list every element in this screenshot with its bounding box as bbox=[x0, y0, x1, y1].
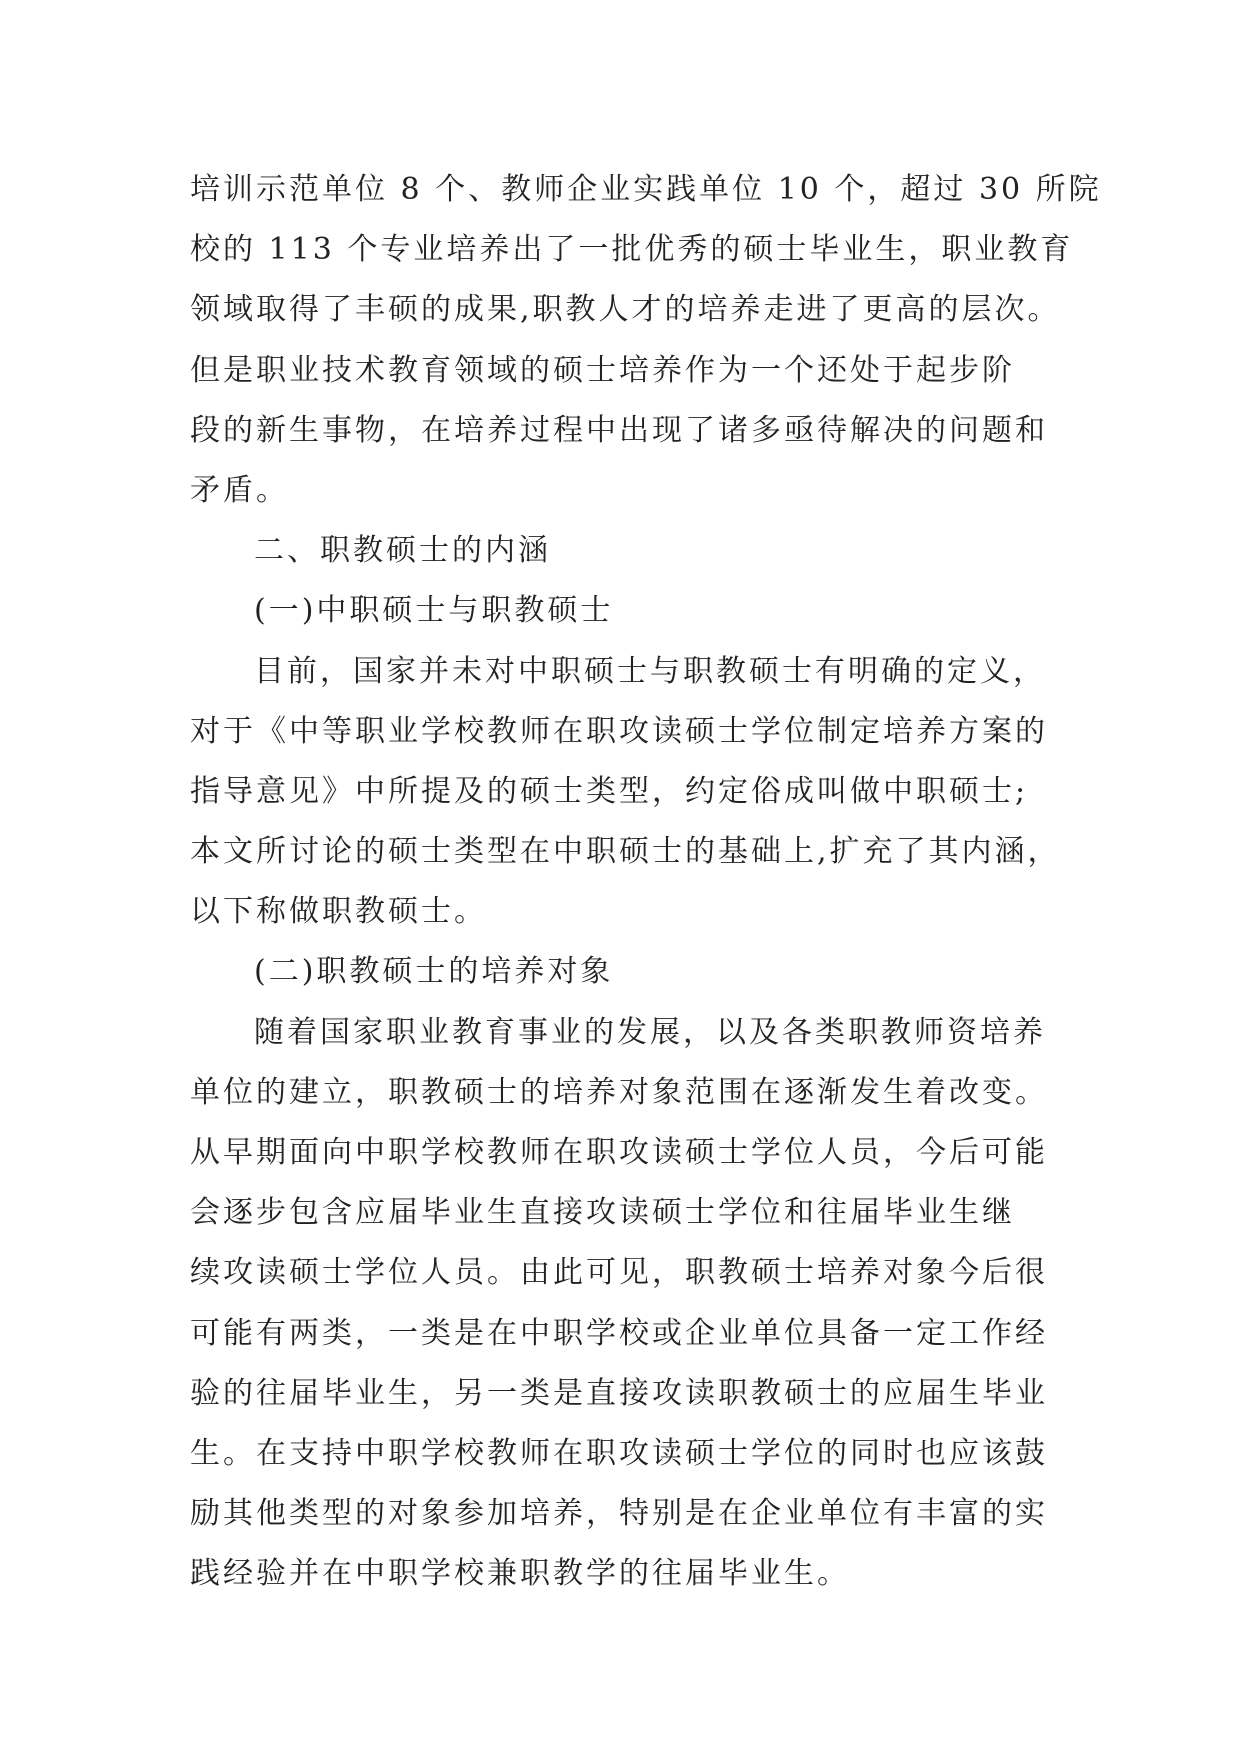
text-line: 会逐步包含应届毕业生直接攻读硕士学位和往届毕业生继 bbox=[190, 1195, 1015, 1231]
text-line: (二)职教硕士的培养对象 bbox=[254, 954, 614, 990]
body-text bbox=[190, 160, 1102, 1605]
text-line: 单位的建立，职教硕士的培养对象范围在逐渐发生着改变。 bbox=[190, 1074, 1048, 1110]
text-line: 生。在支持中职学校教师在职攻读硕士学位的同时也应该鼓 bbox=[190, 1435, 1048, 1471]
text-line: 可能有两类，一类是在中职学校或企业单位具备一定工作经 bbox=[190, 1315, 1048, 1351]
text-line: 续攻读硕士学位人员。由此可见，职教硕士培养对象今后很 bbox=[190, 1255, 1048, 1291]
text-line: 励其他类型的对象参加培养，特别是在企业单位有丰富的实 bbox=[190, 1496, 1048, 1532]
text-line: 验的往届毕业生，另一类是直接攻读职教硕士的应届生毕业 bbox=[190, 1375, 1048, 1411]
text-line: 但是职业技术教育领域的硕士培养作为一个还处于起步阶 bbox=[190, 352, 1015, 388]
text-line: 以下称做职教硕士。 bbox=[190, 894, 487, 930]
text-line: 本文所讨论的硕士类型在中职硕士的基础上,扩充了其内涵， bbox=[190, 834, 1061, 870]
text-line: 指导意见》中所提及的硕士类型，约定俗成叫做中职硕士; bbox=[190, 773, 1029, 809]
text-line: 二、职教硕士的内涵 bbox=[254, 533, 551, 569]
text-line: 校的 113 个专业培养出了一批优秀的硕士毕业生，职业教育 bbox=[190, 232, 1074, 268]
text-line: 领域取得了丰硕的成果,职教人才的培养走进了更高的层次。 bbox=[190, 292, 1061, 328]
text-line: 践经验并在中职学校兼职教学的往届毕业生。 bbox=[190, 1556, 850, 1592]
text-line: 目前，国家并未对中职硕士与职教硕士有明确的定义， bbox=[254, 653, 1046, 689]
text-line: 随着国家职业教育事业的发展，以及各类职教师资培养 bbox=[254, 1014, 1046, 1050]
text-line: 培训示范单位 8 个、教师企业实践单位 10 个，超过 30 所院 bbox=[190, 172, 1102, 207]
text-line: 从早期面向中职学校教师在职攻读硕士学位人员，今后可能 bbox=[190, 1135, 1048, 1170]
text-line: 段的新生事物，在培养过程中出现了诸多亟待解决的问题和 bbox=[190, 412, 1048, 448]
text-line: (一)中职硕士与职教硕士 bbox=[254, 593, 614, 629]
text-line: 对于《中等职业学校教师在职攻读硕士学位制定培养方案的 bbox=[190, 713, 1048, 749]
text-line: 矛盾。 bbox=[190, 472, 289, 508]
